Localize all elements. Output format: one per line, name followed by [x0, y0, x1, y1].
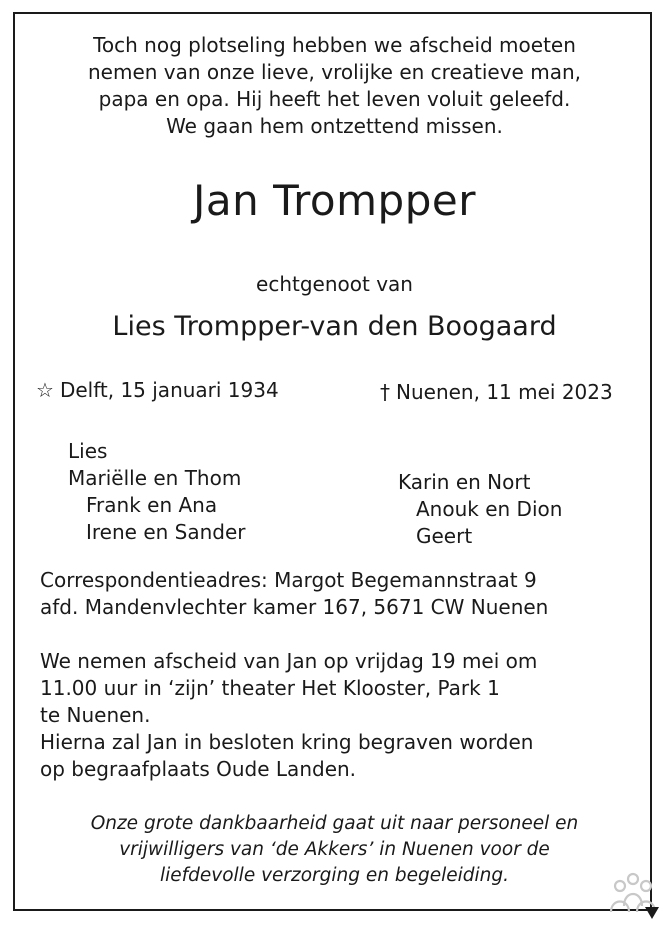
ceremony-line: We nemen afscheid van Jan op vrijdag 19 mei om [40, 649, 538, 673]
spouse-name: Lies Trompper-van den Boogaard [112, 311, 557, 342]
family-member: Irene en Sander [86, 520, 246, 544]
ceremony-line: op begraafplaats Oude Landen. [40, 757, 357, 781]
correspondence-line: afd. Mandenvlechter kamer 167, 5671 CW Nuenen [40, 595, 549, 619]
family-member: Anouk en Dion [416, 497, 563, 521]
intro-line: We gaan hem ontzettend missen. [166, 114, 503, 138]
star-icon: ☆ [36, 378, 54, 402]
family-member: Geert [416, 524, 473, 548]
deceased-name: Jan Trompper [193, 176, 476, 225]
family-member: Karin en Nort [398, 470, 531, 494]
cross-icon: † [380, 380, 390, 404]
intro-line: Toch nog plotseling hebben we afscheid moeten [93, 33, 576, 57]
birth-info [36, 376, 279, 404]
family-member: Lies [68, 439, 108, 463]
death-info [380, 378, 613, 406]
family-list-right [398, 469, 562, 550]
thanks-text [0, 811, 669, 889]
spouse-label: echtgenoot van [256, 272, 413, 296]
intro-line: papa en opa. Hij heeft het leven voluit geleefd. [98, 87, 571, 111]
triangle-down-icon[interactable] [645, 907, 659, 919]
ceremony-line: Hierna zal Jan in besloten kring begraven worden [40, 730, 534, 754]
thanks-line: Onze grote dankbaarheid gaat uit naar personeel en [90, 813, 579, 834]
family-member: Frank en Ana [86, 493, 218, 517]
family-member: Mariëlle en Thom [68, 466, 242, 490]
correspondence-line: Correspondentieadres: Margot Begemannstraat 9 [40, 568, 537, 592]
ceremony-line: 11.00 uur in ‘zijn’ theater Het Klooster, Park 1 [40, 676, 500, 700]
thanks-line: liefdevolle verzorging en begeleiding. [159, 865, 510, 886]
ceremony-line: te Nuenen. [40, 703, 151, 727]
family-list-left [68, 438, 246, 546]
thanks-line: vrijwilligers van ‘de Akkers’ in Nuenen voor de [119, 839, 550, 860]
ceremony-info [40, 648, 537, 783]
birth-date: Delft, 15 januari 1934 [59, 378, 279, 402]
intro-line: nemen van onze lieve, vrolijke en creatieve man, [88, 60, 581, 84]
intro-text [0, 32, 669, 140]
death-date: Nuenen, 11 mei 2023 [396, 380, 613, 404]
correspondence-address [40, 567, 548, 621]
